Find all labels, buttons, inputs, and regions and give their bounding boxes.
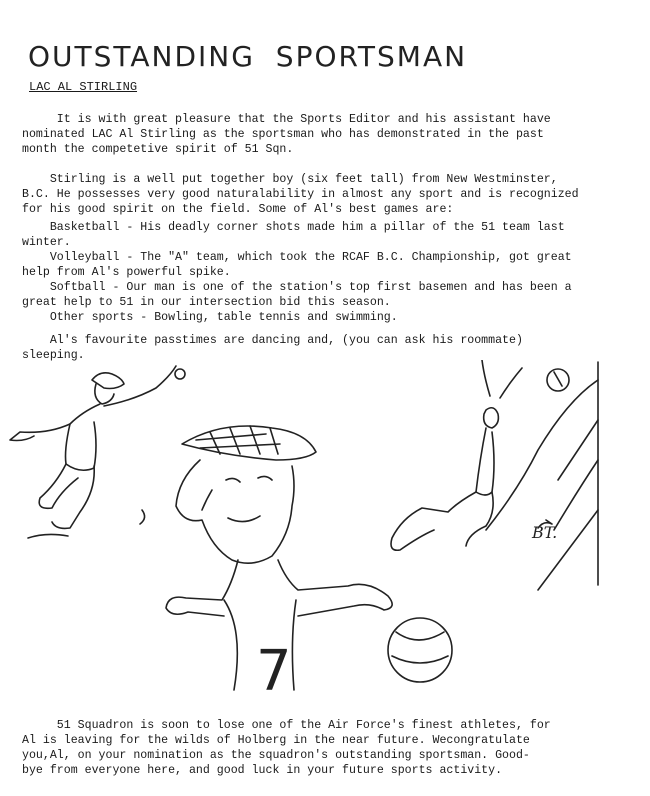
cartoon-illustration [0, 360, 650, 705]
intro-paragraph: It is with great pleasure that the Sports Editor and his assistant have nominated LAC Al Stirling as the sportsman who has demonstrated in the past month the competetive spirit of 51 Sqn. [22, 113, 551, 156]
artist-signature: BT. [532, 523, 558, 542]
page-headline: OUTSTANDING SPORTSMAN [28, 40, 468, 73]
basketball-player-drawing [166, 426, 452, 704]
pastimes-paragraph: Al's favourite passtimes are dancing and, (you can ask his roommate) sleeping. [22, 334, 523, 362]
sports-list-paragraph: Basketball - His deadly corner shots made him a pillar of the 51 team last winter. Volleyball - The "A" team, which took the RCAF B.C. Championship, got great help from Al's powerful spike. Softball - Our man is one of the station's top first basemen and has been a great help to 51 in our intersection bid this season. Other sports - Bowling, table tennis and swimming. [22, 221, 572, 324]
jersey-number: 7 [256, 639, 292, 704]
softball-player-drawing [10, 366, 185, 538]
farewell-paragraph: 51 Squadron is soon to lose one of the Air Force's finest athletes, for Al is leaving for the wilds of Holberg in the near future. Wecongratulate you,Al, on your nomination as the squadron's outstanding sportsman. Good- bye from everyone here, and good luck in your future sports activity. [22, 719, 551, 777]
article-byline: LAC AL STIRLING [29, 80, 138, 94]
profile-paragraph: Stirling is a well put together boy (six feet tall) from New Westminster, B.C. He possesses very good naturalability in almost any sport and is recognized for his good spirit on the field. Some of Al's best games are: [22, 173, 579, 216]
volleyball-player-drawing [391, 360, 598, 590]
